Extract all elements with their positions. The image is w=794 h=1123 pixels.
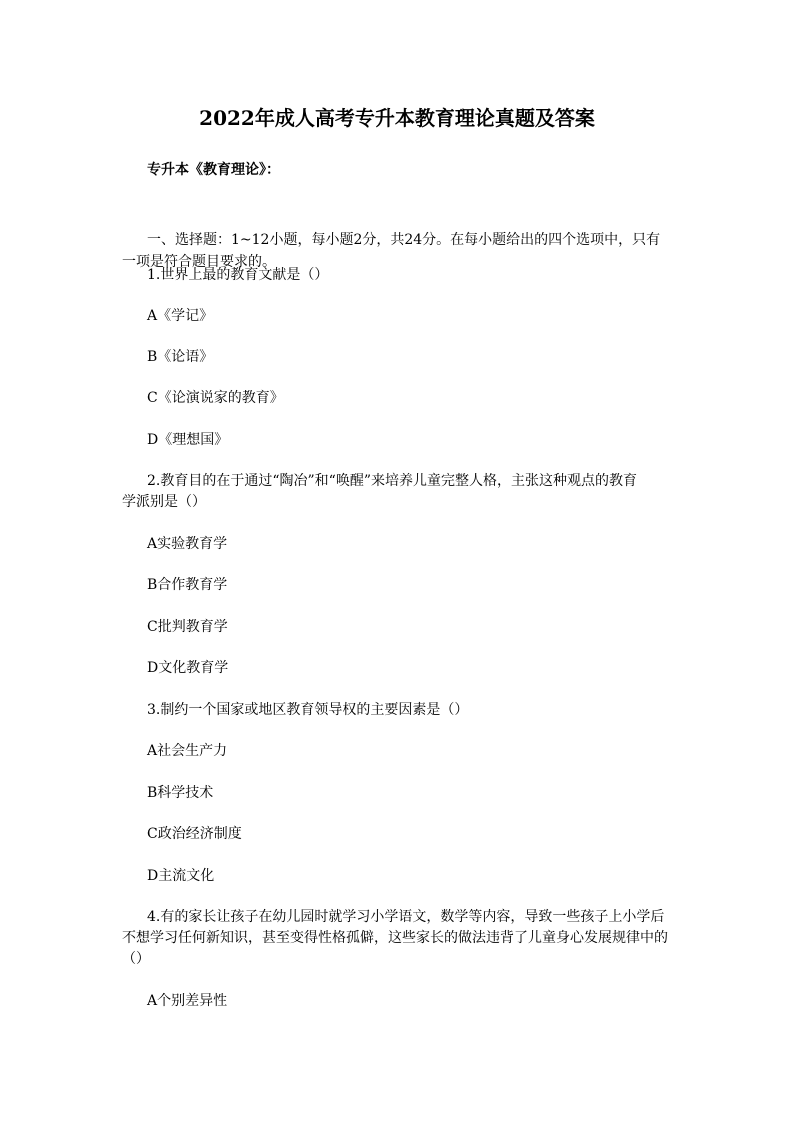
question-2-stem-line-1: 2.教育目的在于通过“陶冶”和“唤醒”来培养儿童完整人格，主张这种观点的教育 (147, 473, 637, 489)
document-title: 2022年成人高考专升本教育理论真题及答案 (199, 106, 595, 130)
question-2-option-a: A实验教育学 (147, 536, 228, 552)
question-2-option-c: C批判教育学 (147, 619, 228, 635)
section-instructions-line-2: 一项是符合题目要求的。 (122, 254, 276, 270)
question-4-option-a: A个别差异性 (147, 993, 228, 1009)
question-3-stem: 3.制约一个国家或地区教育领导权的主要因素是（） (147, 702, 469, 718)
question-2-stem-line-2: 学派别是（） (122, 494, 206, 510)
question-4-stem-line-1: 4.有的家长让孩子在幼儿园时就学习小学语文，数学等内容，导致一些孩子上小学后 (147, 909, 665, 925)
question-4-stem-line-3: （） (122, 951, 150, 967)
section-instructions-line-1: 一、选择题：1~12小题，每小题2分，共24分。在每小题给出的四个选项中，只有 (147, 232, 661, 248)
question-3-option-b: B科学技术 (147, 785, 214, 801)
question-1-option-c: C《论演说家的教育》 (147, 390, 284, 406)
question-1-stem: 1.世界上最的教育文献是（） (147, 267, 329, 283)
question-3-option-a: A社会生产力 (147, 743, 228, 759)
question-3-option-d: D主流文化 (147, 868, 215, 884)
question-3-option-c: C政治经济制度 (147, 826, 242, 842)
question-2-option-b: B合作教育学 (147, 577, 228, 593)
question-1-option-d: D《理想国》 (147, 432, 229, 448)
question-2-option-d: D文化教育学 (147, 660, 229, 676)
question-4-stem-line-2: 不想学习任何新知识，甚至变得性格孤僻，这些家长的做法违背了儿童身心发展规律中的 (122, 930, 668, 946)
subject-heading: 专升本《教育理论》： (147, 162, 280, 178)
question-1-option-b: B《论语》 (147, 349, 214, 365)
question-1-option-a: A《学记》 (147, 308, 214, 324)
